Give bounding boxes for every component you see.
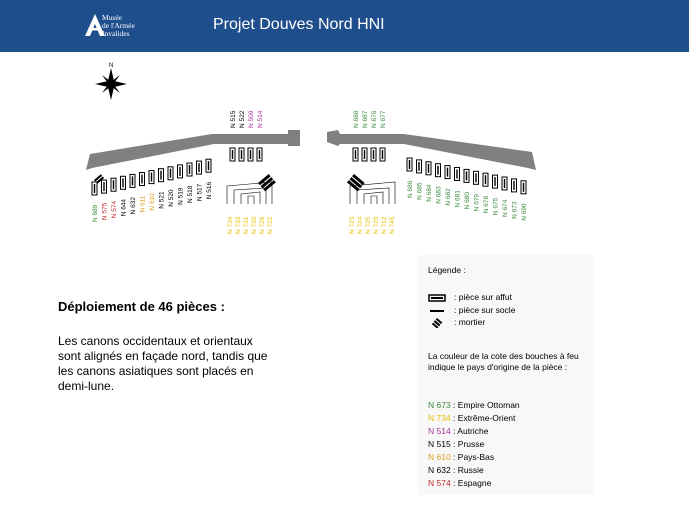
north-west-gun (230, 148, 235, 161)
legend-carriage-label: : pièce sur affut (454, 292, 512, 302)
deployment-text: Les canons occidentaux et orientaux sont alignés en façade nord, tandis que les canons asiatiques sont placés en demi-lune. (58, 334, 268, 393)
west-orient-label: N 734 (227, 216, 234, 234)
west-gun (102, 180, 107, 193)
legend-country-name: : Pays-Bas (450, 452, 495, 462)
west-gun (168, 167, 173, 180)
west-label: N 575 (101, 202, 109, 221)
legend-country-code: N 673 (428, 400, 451, 410)
legend-country-code: N 574 (428, 478, 451, 488)
legend-mortar-label: : mortier (454, 317, 486, 327)
west-label: N 519 (177, 187, 185, 205)
west-label: N 517 (196, 183, 204, 202)
legend-country-name: : Russie (450, 465, 484, 475)
east-label: N 679 (473, 193, 481, 212)
legend-country-row (428, 439, 484, 449)
east-gun (483, 173, 488, 186)
east-gun (474, 171, 479, 184)
west-gun (111, 178, 116, 191)
west-gun (159, 169, 164, 182)
north-west-label: N 509 (248, 110, 255, 128)
west-gun (149, 171, 154, 184)
deployment-title: Déploiement de 46 pièces : (58, 299, 225, 314)
compass-n-label: N (109, 63, 114, 69)
east-orient-label: N 723 (349, 216, 356, 234)
east-gun (445, 166, 450, 179)
west-orient-label: N 726 (259, 216, 266, 234)
west-bastion (288, 130, 300, 146)
north-west-gun (257, 148, 262, 161)
north-west-label: N 515 (230, 110, 237, 128)
legend-country-row (428, 413, 515, 423)
legend-country-name: : Autriche (450, 426, 489, 436)
east-label: N 682 (445, 188, 452, 206)
header-bar (0, 0, 689, 52)
west-label: N 610 (149, 193, 156, 211)
west-label: N 516 (206, 181, 213, 200)
east-orient-label: N 725 (365, 216, 372, 234)
legend-country-row (428, 478, 491, 488)
east-gun (521, 181, 526, 194)
logo-line-2: de l'Armée (102, 21, 135, 30)
east-label: N 680 (464, 192, 471, 210)
west-label: N 689 (92, 204, 99, 222)
west-orient-label: N 731 (243, 216, 250, 234)
east-gun (502, 177, 507, 190)
legend-country-row (428, 452, 494, 462)
east-label: N 686 (407, 180, 414, 198)
west-wall (86, 130, 300, 170)
west-gun (187, 163, 192, 176)
moat-map (82, 62, 540, 252)
east-orient-label: N 745 (389, 216, 396, 234)
west-mortar-icon (258, 174, 276, 191)
legend-title: Légende : (428, 265, 466, 275)
east-gun (493, 175, 498, 188)
west-gun (197, 161, 202, 174)
north-east-gun (353, 148, 358, 161)
east-label: N 674 (502, 199, 509, 217)
legend-country-row (428, 426, 489, 436)
legend-country-row (428, 400, 520, 410)
east-gun (464, 169, 469, 182)
legend-country-row (428, 465, 484, 475)
legend-country-code: N 734 (428, 413, 451, 423)
west-gun (130, 174, 135, 187)
north-east-label: N 676 (371, 110, 378, 128)
logo-line-1: Musée (102, 13, 122, 22)
east-label: N 690 (521, 203, 528, 221)
legend-country-name: : Espagne (450, 478, 492, 488)
north-east-label: N 688 (353, 110, 360, 128)
west-label: N 518 (187, 185, 194, 203)
north-west-label: N 514 (257, 110, 264, 128)
north-east-label: N 687 (362, 110, 369, 128)
legend-country-name: : Prusse (450, 439, 485, 449)
north-west-label: N 522 (239, 110, 246, 128)
north-east-label: N 677 (380, 110, 387, 128)
logo-line-3: Invalides (102, 29, 130, 38)
west-gun (178, 165, 183, 178)
legend-country-code: N 632 (428, 465, 451, 475)
east-label: N 684 (426, 184, 433, 202)
legend-country-name: : Extrême-Orient (450, 413, 516, 423)
legend-row-mortar (428, 317, 485, 328)
west-gun (206, 159, 211, 172)
east-gun (426, 162, 431, 175)
east-label: N 673 (511, 201, 519, 219)
west-label: N 611 (139, 195, 147, 213)
legend-row-base (428, 305, 515, 316)
east-mortar-icon (347, 174, 365, 191)
west-label: N 574 (111, 200, 118, 219)
legend-country-code: N 515 (428, 439, 451, 449)
west-gun (121, 176, 126, 189)
moat-map-svg (82, 62, 540, 252)
west-orient-label: N 722 (267, 216, 274, 234)
west-label: N 632 (130, 197, 137, 215)
west-gun (92, 182, 97, 195)
musee-armee-logo (84, 13, 154, 41)
cannon-on-carriage-icon (428, 293, 454, 303)
north-east-gun (380, 148, 385, 161)
east-gun (407, 158, 412, 171)
east-label: N 678 (483, 195, 490, 214)
east-label: N 675 (492, 197, 500, 216)
north-west-gun (248, 148, 253, 161)
north-east-gun (362, 148, 367, 161)
east-gun (436, 164, 441, 177)
legend-country-code: N 514 (428, 426, 451, 436)
east-orient-label: N 724 (357, 216, 364, 234)
mortar-icon (428, 318, 454, 328)
west-label: N 520 (168, 189, 175, 207)
north-west-gun (239, 148, 244, 161)
north-east-gun (371, 148, 376, 161)
legend-country-code: N 610 (428, 452, 451, 462)
east-gun (417, 160, 422, 173)
page-title: Projet Douves Nord HNI (213, 16, 385, 33)
east-label: N 681 (454, 190, 462, 208)
compass-rose-icon (95, 63, 127, 100)
legend-row-carriage (428, 292, 512, 303)
west-gun (140, 173, 145, 186)
legend-base-label: : pièce sur socle (454, 305, 516, 315)
east-orient-label: N 712 (381, 216, 388, 234)
cannon-on-base-icon (428, 306, 454, 316)
east-orient-label: N 720 (373, 216, 380, 234)
east-gun (512, 179, 517, 192)
legend-description: La couleur de la cote des bouches à feu indique le pays d'origine de la pièce : (428, 351, 579, 372)
west-label: N 644 (120, 198, 128, 217)
legend-country-name: : Empire Ottoman (450, 400, 520, 410)
east-gun (455, 168, 460, 181)
west-orient-label: N 733 (235, 216, 242, 234)
east-label: N 683 (435, 186, 443, 204)
east-label: N 685 (416, 182, 424, 200)
west-label: N 521 (158, 191, 166, 209)
west-orient-label: N 730 (251, 216, 258, 234)
legend-panel (418, 255, 593, 495)
